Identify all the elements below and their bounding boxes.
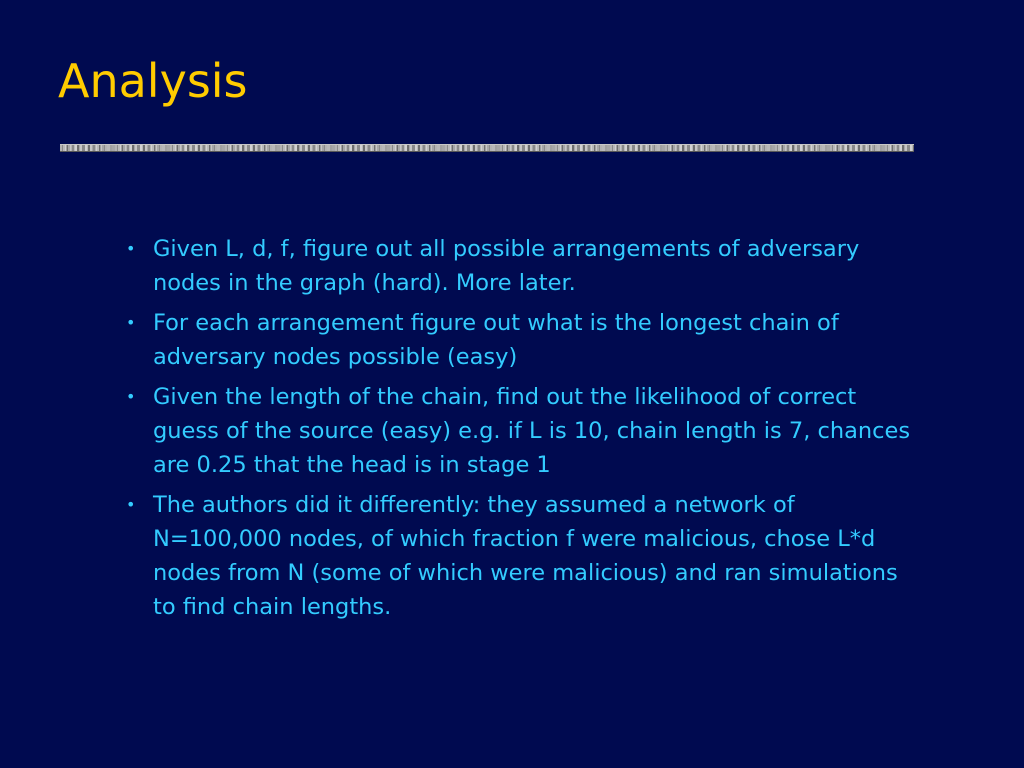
bullet-icon: •	[126, 387, 136, 406]
bullet-item	[126, 232, 926, 300]
bullet-list	[126, 232, 926, 630]
bullet-icon: •	[126, 495, 136, 514]
bullet-text: The authors did it differently: they assumed a network of N=100,000 nodes, of which fraction f were malicious, chose L*d nodes from N (some of which were malicious) and ran simulations to find chain lengths.	[153, 492, 898, 620]
bullet-text: Given L, d, f, figure out all possible arrangements of adversary nodes in the graph (hard). More later.	[153, 236, 860, 296]
title-divider	[60, 144, 914, 152]
bullet-item	[126, 488, 926, 624]
bullet-item	[126, 380, 926, 482]
bullet-text: Given the length of the chain, find out the likelihood of correct guess of the source (easy) e.g. if L is 10, chain length is 7, chances are 0.25 that the head is in stage 1	[153, 384, 911, 478]
bullet-icon: •	[126, 313, 136, 332]
bullet-item	[126, 306, 926, 374]
slide-title: Analysis	[58, 54, 248, 108]
bullet-text: For each arrangement figure out what is the longest chain of adversary nodes possible (easy)	[153, 310, 839, 370]
bullet-icon: •	[126, 239, 136, 258]
